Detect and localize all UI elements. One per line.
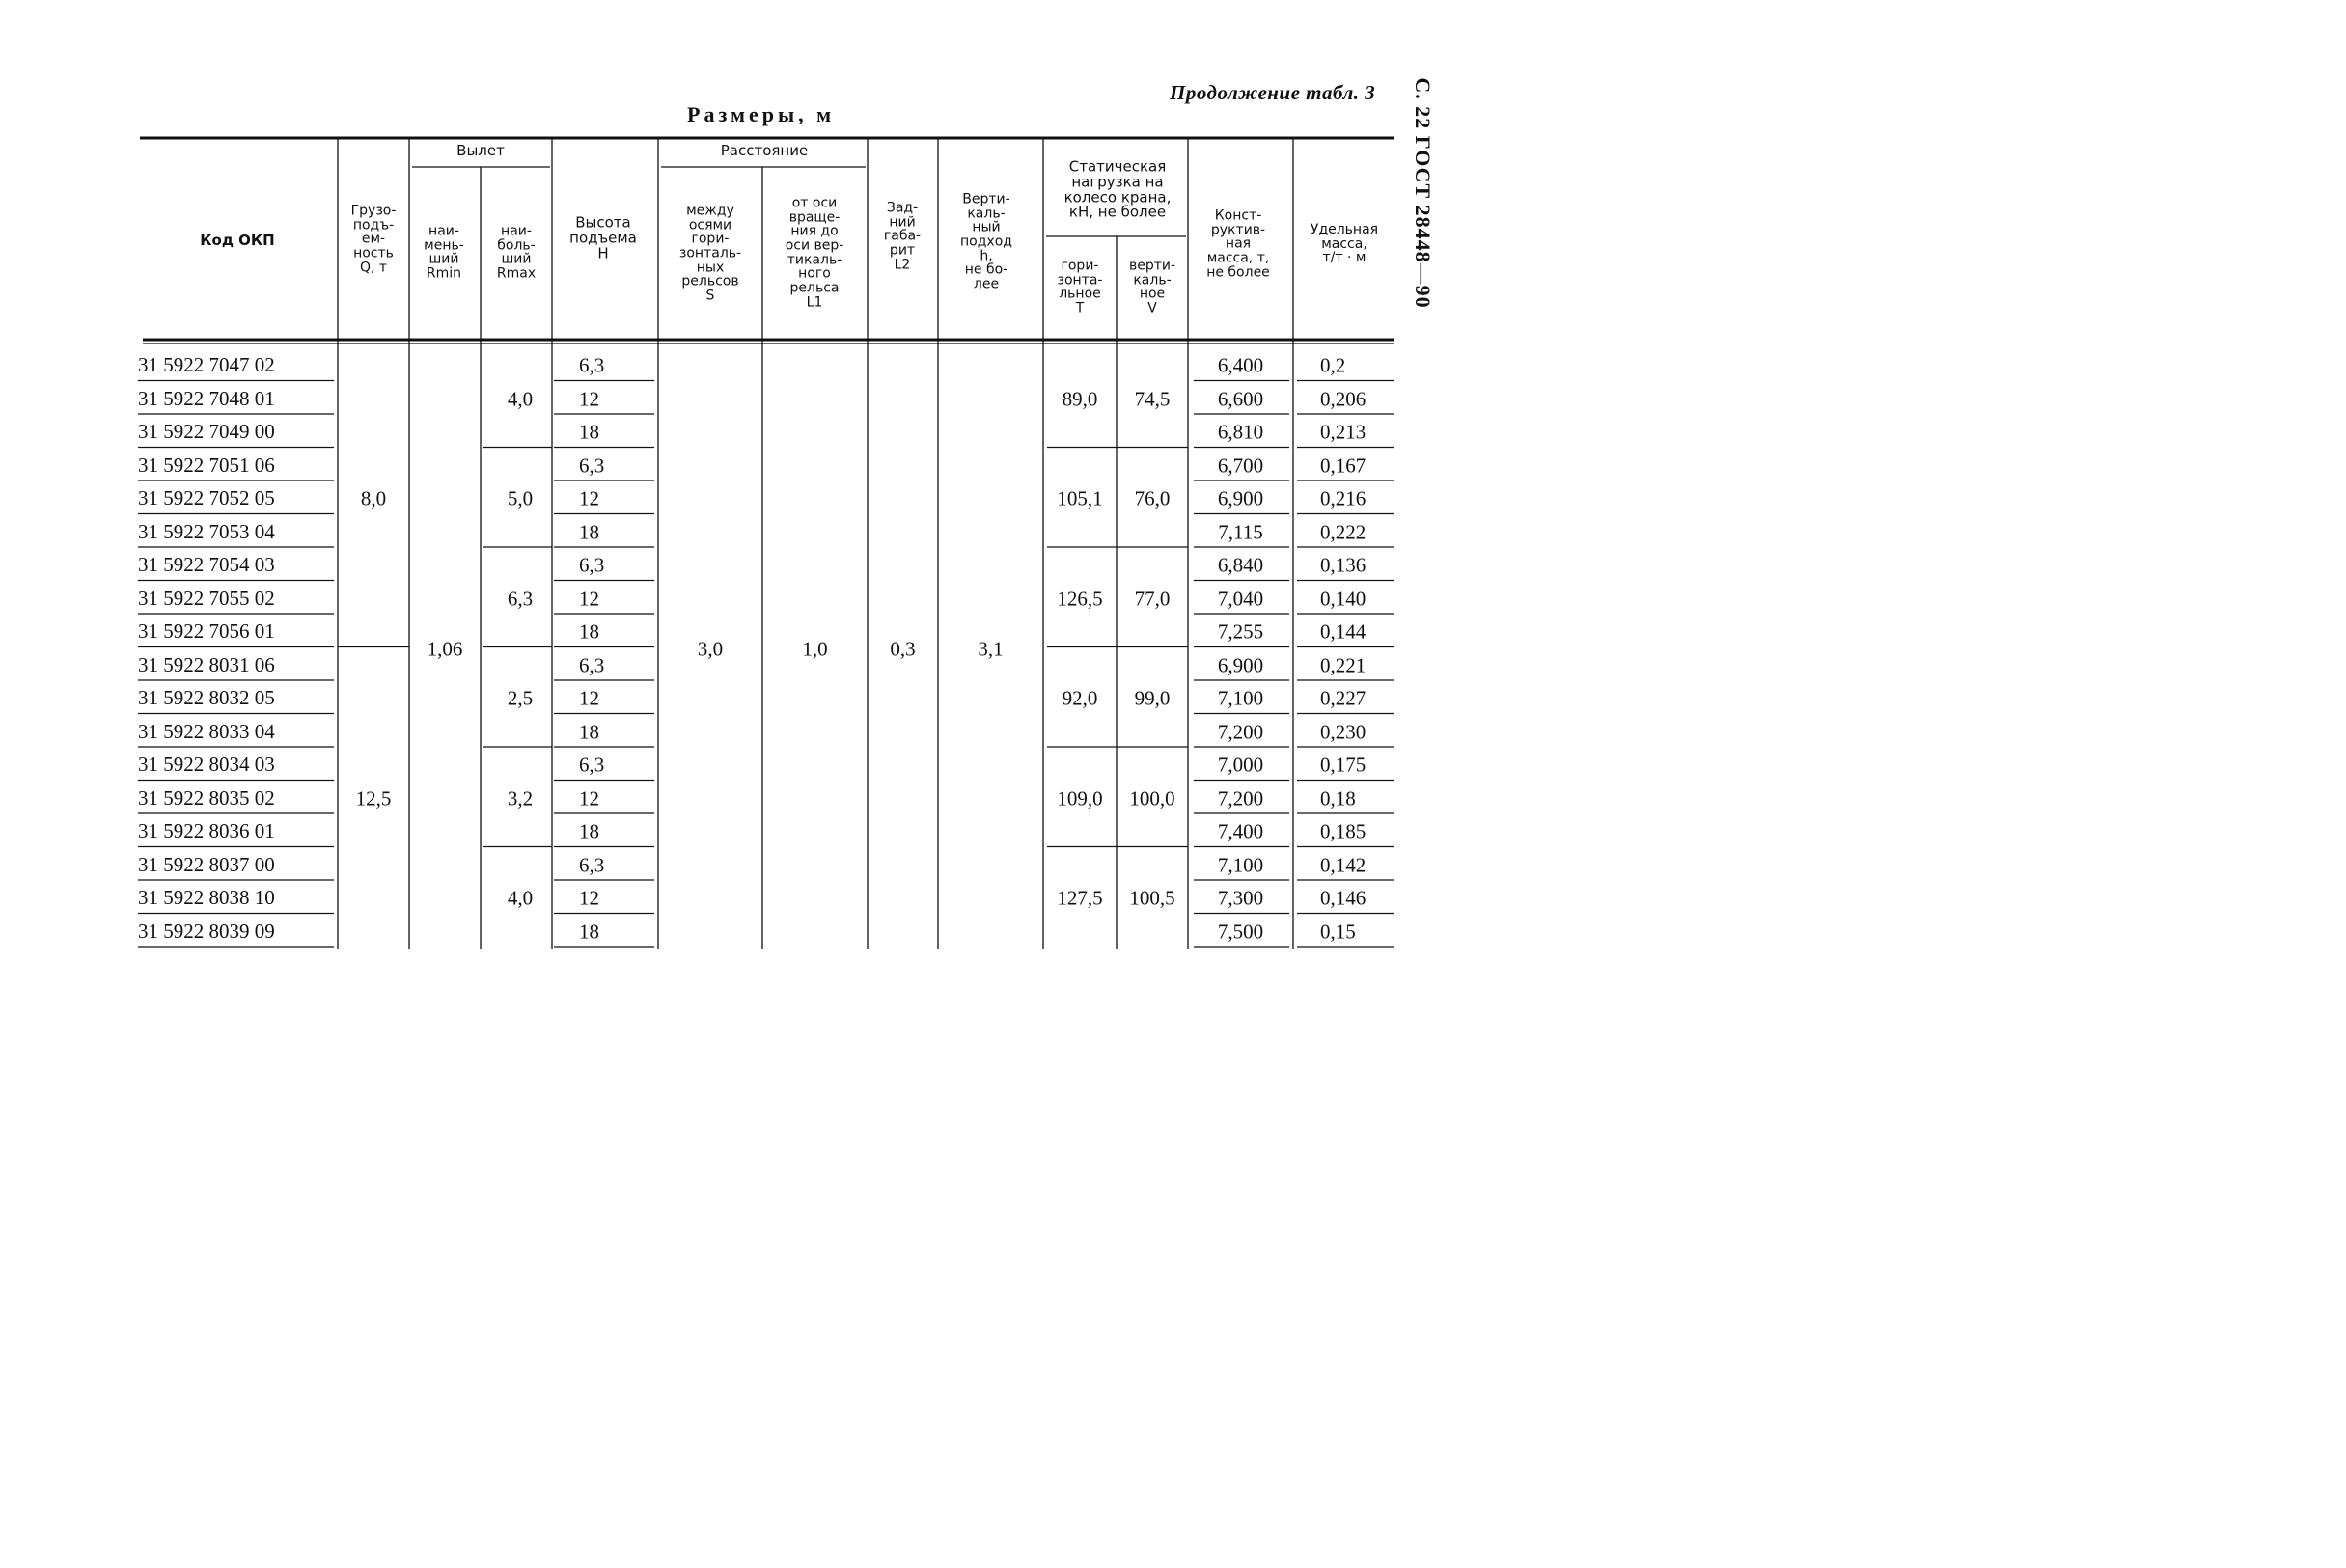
header-rear-clearance: Зад- ний габа- рит L2 <box>883 200 922 273</box>
height-cell: 12 <box>579 486 599 510</box>
height-cell: 6,3 <box>579 653 605 677</box>
okp-code-cell: 31 5922 8039 09 <box>138 919 275 943</box>
rmax-cell: 3,2 <box>507 786 534 811</box>
design-mass-cell: 7,100 <box>1217 853 1264 877</box>
specific-mass-cell: 0,18 <box>1320 786 1356 811</box>
okp-code-cell: 31 5922 7051 06 <box>138 453 275 477</box>
header-reach: Вылет <box>456 142 505 160</box>
specific-mass-cell: 0,185 <box>1320 819 1366 843</box>
height-cell: 18 <box>579 619 599 644</box>
specific-mass-cell: 0,230 <box>1320 720 1366 744</box>
okp-code-cell: 31 5922 7047 02 <box>138 353 275 377</box>
specific-mass-cell: 0,142 <box>1320 853 1366 877</box>
header-static-load: Статическая нагрузка на колесо крана, кН, не более <box>1063 157 1172 221</box>
specific-mass-cell: 0,175 <box>1320 753 1366 777</box>
header-rmax: наи- боль- ший Rmax <box>496 223 537 282</box>
okp-code-cell: 31 5922 7054 03 <box>138 553 275 577</box>
load-vertical-cell: 76,0 <box>1134 486 1171 510</box>
okp-code-cell: 31 5922 8035 02 <box>138 785 275 810</box>
load-horizontal-cell: 109,0 <box>1057 786 1103 811</box>
header-load-vertical: верти- каль- ное V <box>1128 258 1176 316</box>
table-continuation-caption: Продолжение табл. 3 <box>1170 81 1376 104</box>
units-title: Размеры, м <box>687 102 836 126</box>
height-cell: 12 <box>579 786 599 811</box>
rmax-cell: 6,3 <box>507 587 534 611</box>
header-distance-l1: от оси враще- ния до оси вер- тикаль- ного рельса L1 <box>785 195 844 311</box>
load-vertical-cell: 99,0 <box>1134 686 1171 710</box>
design-mass-cell: 6,900 <box>1217 653 1264 677</box>
okp-code-cell: 31 5922 8032 05 <box>138 686 275 710</box>
header-okp-code: Код ОКП <box>200 232 275 250</box>
header-specific-mass: Удельная масса, т/т · м <box>1310 221 1379 266</box>
header-capacity: Грузо- подъ- ем- ность Q, т <box>350 203 397 276</box>
design-mass-cell: 7,200 <box>1217 720 1264 744</box>
height-cell: 6,3 <box>579 454 605 478</box>
okp-code-cell: 31 5922 8031 06 <box>138 652 275 676</box>
header-distance-s: между осями гори- зонталь- ных рельсов S <box>678 203 742 304</box>
height-cell: 12 <box>579 686 599 710</box>
load-horizontal-cell: 126,5 <box>1057 587 1103 611</box>
design-mass-cell: 6,810 <box>1217 420 1264 444</box>
height-cell: 18 <box>579 819 599 843</box>
specific-mass-cell: 0,227 <box>1320 686 1366 710</box>
height-cell: 12 <box>579 587 599 611</box>
specific-mass-cell: 0,140 <box>1320 587 1366 611</box>
specific-mass-cell: 0,146 <box>1320 886 1366 910</box>
load-horizontal-cell: 105,1 <box>1057 486 1103 510</box>
specific-mass-cell: 0,2 <box>1320 353 1346 377</box>
vertical-approach-cell: 3,1 <box>978 637 1004 660</box>
height-cell: 6,3 <box>579 553 605 577</box>
okp-code-cell: 31 5922 7053 04 <box>138 519 275 543</box>
design-mass-cell: 7,500 <box>1217 920 1264 944</box>
okp-code-cell: 31 5922 7055 02 <box>138 586 275 610</box>
height-cell: 18 <box>579 920 599 944</box>
design-mass-cell: 7,000 <box>1217 753 1264 777</box>
specific-mass-cell: 0,216 <box>1320 486 1366 510</box>
height-cell: 12 <box>579 886 599 910</box>
okp-code-cell: 31 5922 8036 01 <box>138 819 275 843</box>
rmax-cell: 5,0 <box>507 486 534 510</box>
design-mass-cell: 6,840 <box>1217 553 1264 577</box>
load-vertical-cell: 77,0 <box>1134 587 1171 611</box>
rear-clearance-cell: 0,3 <box>890 637 916 660</box>
header-rmin: наи- мень- ший Rmin <box>424 223 464 282</box>
header-load-horizontal: гори- зонта- льное T <box>1057 258 1103 316</box>
specific-mass-cell: 0,167 <box>1320 454 1366 478</box>
load-vertical-cell: 100,0 <box>1129 786 1175 811</box>
height-cell: 18 <box>579 420 599 444</box>
specific-mass-cell: 0,221 <box>1320 653 1366 677</box>
height-cell: 6,3 <box>579 353 605 377</box>
design-mass-cell: 7,400 <box>1217 819 1264 843</box>
okp-code-cell: 31 5922 7049 00 <box>138 420 275 444</box>
specific-mass-cell: 0,136 <box>1320 553 1366 577</box>
design-mass-cell: 7,300 <box>1217 886 1264 910</box>
capacity-cell: 12,5 <box>355 786 392 811</box>
okp-code-cell: 31 5922 8034 03 <box>138 753 275 777</box>
design-mass-cell: 7,200 <box>1217 786 1264 811</box>
specific-mass-cell: 0,213 <box>1320 420 1366 444</box>
load-horizontal-cell: 127,5 <box>1057 886 1103 910</box>
header-distance: Расстояние <box>720 142 809 160</box>
design-mass-cell: 7,040 <box>1217 587 1264 611</box>
load-horizontal-cell: 89,0 <box>1062 387 1098 411</box>
rmax-cell: 4,0 <box>507 886 534 910</box>
specific-mass-cell: 0,222 <box>1320 520 1366 544</box>
rmax-cell: 4,0 <box>507 387 534 411</box>
header-height: Высота подъема H <box>569 213 637 261</box>
load-vertical-cell: 74,5 <box>1134 387 1171 411</box>
capacity-cell: 8,0 <box>360 486 387 510</box>
okp-code-cell: 31 5922 8037 00 <box>138 852 275 876</box>
okp-code-cell: 31 5922 7052 05 <box>138 486 275 510</box>
height-cell: 18 <box>579 520 599 544</box>
design-mass-cell: 7,255 <box>1217 619 1264 644</box>
design-mass-cell: 6,400 <box>1217 353 1264 377</box>
height-cell: 12 <box>579 387 599 411</box>
header-design-mass: Конст- руктив- ная масса, т, не более <box>1206 207 1270 281</box>
distance-s-cell: 3,0 <box>697 637 724 660</box>
okp-code-cell: 31 5922 8038 10 <box>138 886 275 910</box>
design-mass-cell: 7,115 <box>1218 520 1263 544</box>
okp-code-cell: 31 5922 8033 04 <box>138 719 275 743</box>
height-cell: 6,3 <box>579 753 605 777</box>
header-vertical-approach: Верти- каль- ный подход h, не бо- лее <box>960 191 1012 292</box>
height-cell: 18 <box>579 720 599 744</box>
load-vertical-cell: 100,5 <box>1129 886 1175 910</box>
rmin-cell: 1,06 <box>427 637 463 660</box>
specific-mass-cell: 0,15 <box>1320 920 1356 944</box>
design-mass-cell: 6,700 <box>1217 454 1264 478</box>
rmax-cell: 2,5 <box>507 686 534 710</box>
design-mass-cell: 6,900 <box>1217 486 1264 510</box>
page-standard-label: С. 22 ГОСТ 28448—90 <box>1411 77 1435 309</box>
specific-mass-cell: 0,206 <box>1320 387 1366 411</box>
okp-code-cell: 31 5922 7048 01 <box>138 386 275 410</box>
specific-mass-cell: 0,144 <box>1320 619 1366 644</box>
distance-l1-cell: 1,0 <box>802 637 828 660</box>
height-cell: 6,3 <box>579 853 605 877</box>
design-mass-cell: 7,100 <box>1217 686 1264 710</box>
load-horizontal-cell: 92,0 <box>1062 686 1098 710</box>
okp-code-cell: 31 5922 7056 01 <box>138 619 275 644</box>
design-mass-cell: 6,600 <box>1217 387 1264 411</box>
